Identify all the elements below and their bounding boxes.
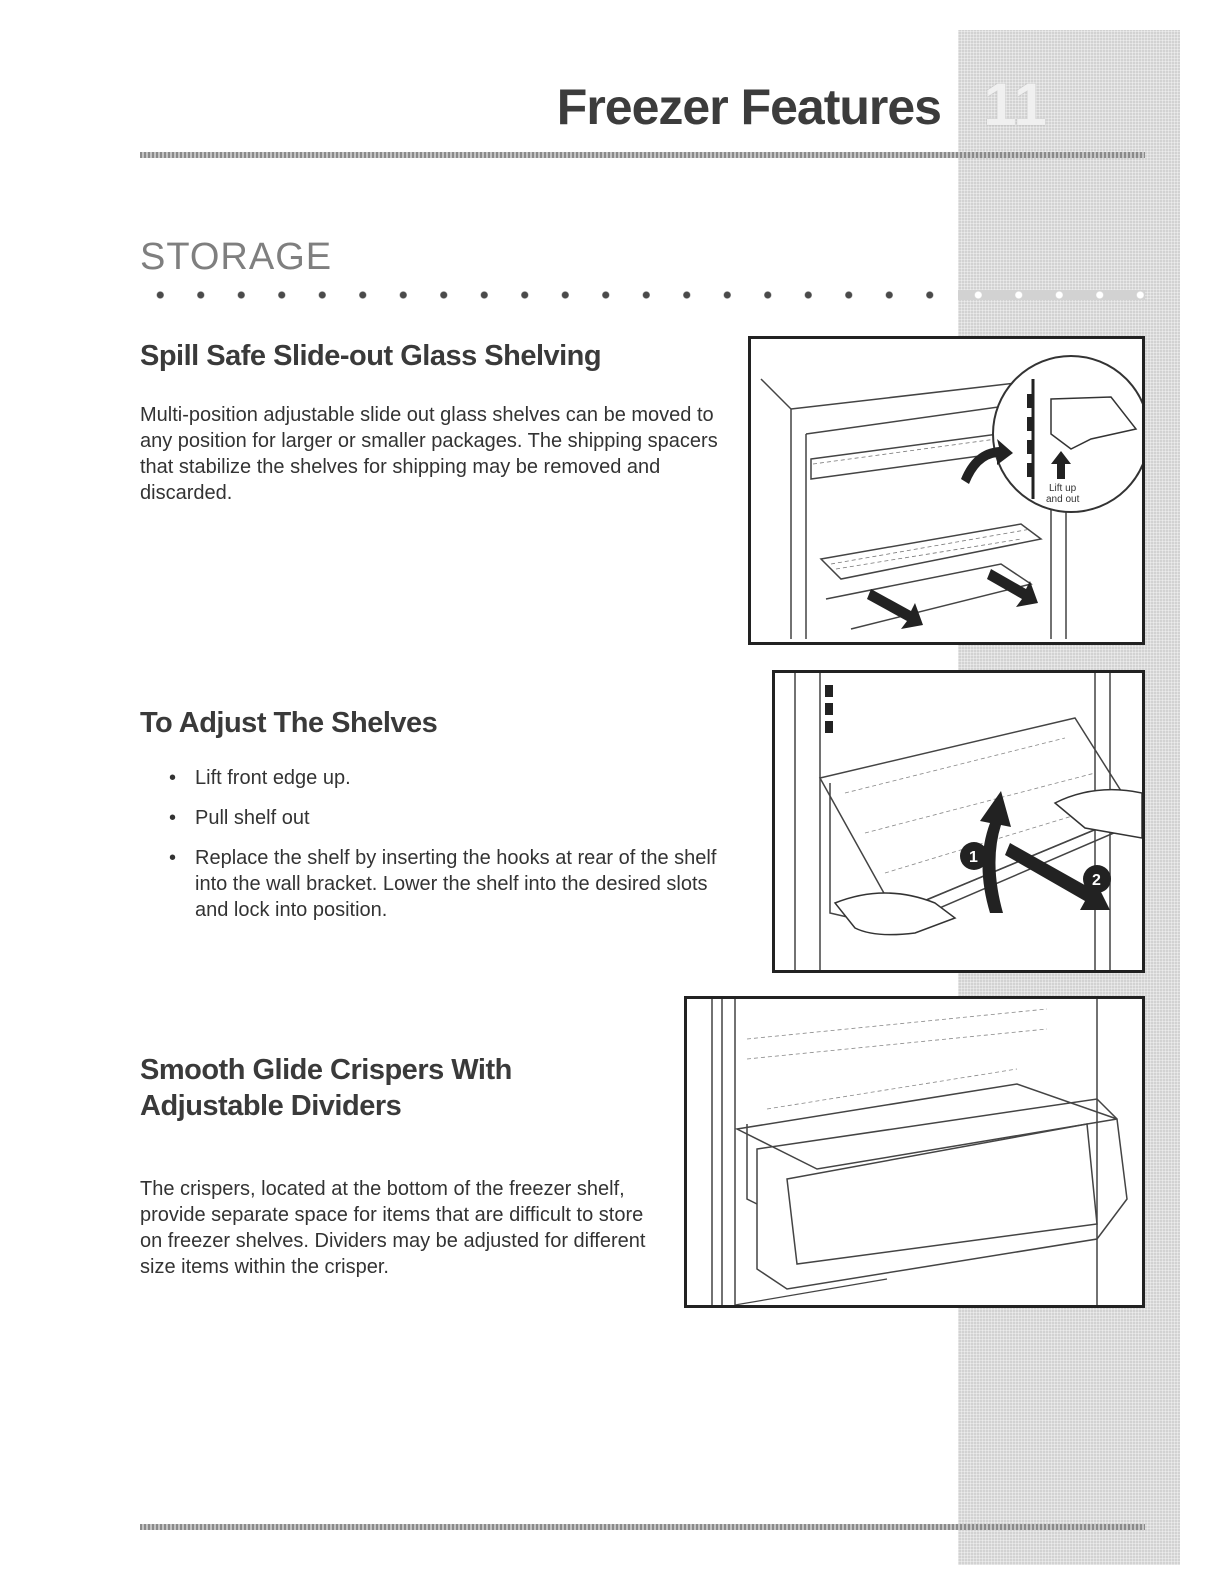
page-number: 11 [983,71,1047,138]
adjust-shelves-heading: To Adjust The Shelves [140,707,438,739]
lift-up-label: Lift up [1049,483,1077,494]
step-2-marker: 2 [1092,872,1101,889]
spill-safe-body: Multi-position adjustable slide out glass shelves can be moved to any position for larger or smaller packages. The shipping spacers that stabilize the shelves for shipping may be removed and discarded. [140,404,718,504]
and-out-label: and out [1046,494,1080,505]
dotted-divider [140,290,1145,300]
crispers-heading: Smooth Glide Crispers With Adjustable Dividers [140,1054,512,1123]
footer-rule [140,1524,1145,1530]
section-title: STORAGE [140,236,333,278]
adjust-shelf-illustration [772,670,1145,973]
crispers-body: The crispers, located at the bottom of the freezer shelf, provide separate space for items that are difficult to store on freezer shelves. Dividers may be adjusted for different size items within the crisper. [140,1178,646,1278]
header-rule [140,152,1145,158]
list-item: • Replace the shelf by inserting the hooks at rear of the shelf into the wall bracket. Lower the shelf into the desired slots and lock into position. [169,847,717,921]
adjust-steps-list [165,765,725,937]
list-item: • Pull shelf out [169,807,310,829]
glass-shelving-illustration [748,336,1145,645]
crisper-drawer-illustration [684,996,1145,1308]
spill-safe-heading: Spill Safe Slide-out Glass Shelving [140,340,602,372]
list-item: • Lift front edge up. [169,767,351,789]
page-title: Freezer Features [556,79,941,135]
step-1-marker: 1 [969,849,978,866]
